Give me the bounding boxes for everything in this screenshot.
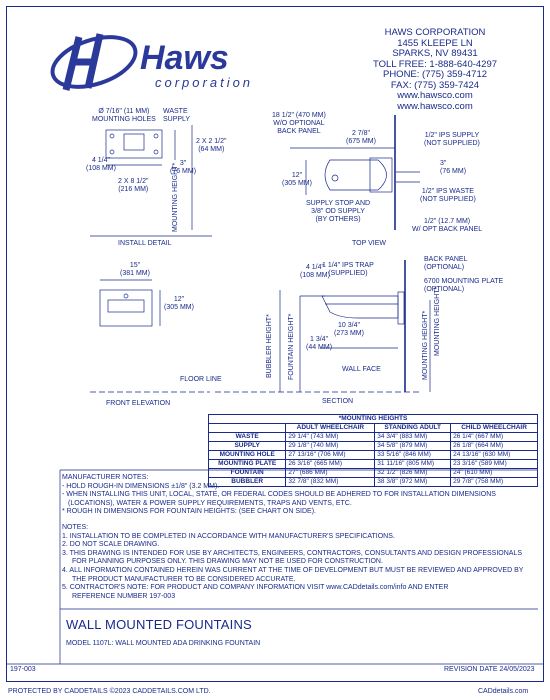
table-row-label: SUPPLY [209, 442, 286, 451]
top-dim-12: 12" (305 MM) [282, 172, 312, 187]
table-cell: 27 13/16" (706 MM) [286, 451, 375, 460]
install-dim-2x8-1-2: 2 X 8 1/2" (216 MM) [118, 178, 149, 193]
note-line: REFERENCE NUMBER 197-003 [72, 592, 176, 600]
section-title: SECTION [322, 398, 354, 405]
top-dim-3: 3" (76 MM) [440, 160, 467, 175]
footer-caddetails[interactable]: CADdetails.com [478, 688, 529, 695]
front-dim-12: 12" (305 MM) [164, 296, 194, 311]
logo-subtitle: corporation [155, 75, 254, 90]
company-web-2: www.hawsco.com [397, 100, 473, 112]
table-header: STANDING ADULT [375, 424, 451, 433]
install-dim-3: 3" (76 MM) [170, 160, 197, 175]
note-line: 2. DO NOT SCALE DRAWING. [62, 541, 160, 549]
top-ips-waste: 1/2" IPS WASTE (NOT SUPPLIED) [420, 188, 476, 203]
install-dim-2x2-1-2: 2 X 2 1/2" (64 MM) [196, 138, 227, 153]
table-cell: 29 1/8" (740 MM) [286, 442, 375, 451]
drawing-subtitle: MODEL 1107L: WALL MOUNTED ADA DRINKING FOUNTAIN [66, 640, 261, 647]
table-cell: 29 1/4" (743 MM) [286, 433, 375, 442]
front-dim-15: 15" (381 MM) [120, 262, 150, 277]
table-cell: 26 3/16" (665 MM) [286, 460, 375, 469]
section-wall-face: WALL FACE [342, 366, 381, 373]
section-back-panel: BACK PANEL (OPTIONAL) [424, 256, 468, 271]
section-dim-1-3-4: 1 3/4" (44 MM) [306, 336, 333, 351]
table-cell: 24 13/16" (630 MM) [451, 451, 538, 460]
top-dim-1-2: 1/2" (12.7 MM) W/ OPT BACK PANEL [412, 218, 483, 233]
install-waste-supply: WASTE SUPPLY [163, 108, 191, 123]
note-line: - HOLD ROUGH-IN DIMENSIONS ±1/8" (3.2 MM). [62, 482, 220, 490]
company-name: HAWS CORPORATION [384, 27, 486, 38]
table-row [209, 433, 538, 442]
table-cell: 31 11/16" (805 MM) [375, 460, 451, 469]
table-cell: 32 7/8" (832 MM) [286, 478, 375, 487]
table-cell: 24" (610 MM) [451, 469, 538, 478]
table-header [209, 424, 286, 433]
install-mounting-height: MOUNTING HEIGHT* [172, 162, 179, 232]
table-cell: 26 1/4" (667 MM) [451, 433, 538, 442]
table-title: *MOUNTING HEIGHTS [209, 415, 538, 424]
footer-copyright: PROTECTED BY CADDETAILS ©2023 CADDETAILS.COM LTD. [8, 688, 211, 695]
top-dim-2-7-8: 2 7/8" (675 MM) [346, 130, 376, 145]
revision-date: REVISION DATE 24/05/2023 [444, 666, 535, 673]
section-dim-10-3-4: 10 3/4" (273 MM) [334, 322, 364, 337]
note-line: 1. INSTALLATION TO BE COMPLETED IN ACCORDANCE WITH MANUFACTURER'S SPECIFICATIONS. [62, 532, 395, 540]
table-cell: 38 3/8" (972 MM) [375, 478, 451, 487]
logo-word: Haws [140, 39, 229, 77]
company-fax: FAX: (775) 359-7424 [390, 79, 480, 91]
drawing-reference: 197-003 [10, 666, 36, 673]
logo-mark [46, 28, 141, 96]
top-ips-supply: 1/2" IPS SUPPLY (NOT SUPPLIED) [424, 132, 480, 147]
table-cell: 32 1/2" (826 MM) [375, 469, 451, 478]
note-line: MANUFACTURER NOTES: [62, 474, 149, 481]
note-line: * ROUGH IN DIMENSIONS FOR FOUNTAIN HEIGHTS: (SEE CHART ON SIDE). [62, 508, 316, 516]
table-cell: 29 7/8" (758 MM) [451, 478, 538, 487]
section-bubbler-height: BUBBLER HEIGHT* [266, 314, 273, 378]
table-row-label: BUBBLER [209, 478, 286, 487]
table-cell: 34 5/8" (879 MM) [375, 442, 451, 451]
company-city: SPARKS, NV 89431 [392, 48, 478, 59]
section-trap: 1 1/4" IPS TRAP (SUPPLIED) [322, 262, 374, 277]
company-block [360, 28, 510, 112]
floor-line-label: FLOOR LINE [180, 376, 222, 383]
note-line: FOR PLANNING PURPOSES ONLY. THIS DRAWING MAY NOT BE USED FOR CONSTRUCTION. [72, 558, 383, 566]
table-row-label: FOUNTAIN [209, 469, 286, 478]
section-mounting-height-2: MOUNTING HEIGHT* [434, 286, 441, 356]
note-line: 3. THIS DRAWING IS INTENDED FOR USE BY ARCHITECTS, ENGINEERS, CONTRACTORS, CONSULTANTS AND DESIGN PROFESSIONALS [62, 549, 522, 557]
table-row [209, 451, 538, 460]
table-cell: 27" (686 MM) [286, 469, 375, 478]
table-cell: 33 5/16" (846 MM) [375, 451, 451, 460]
company-street: 1455 KLEEPE LN [397, 37, 473, 49]
top-dim-18-1-2: 18 1/2" (470 MM) W/O OPTIONAL BACK PANEL [272, 112, 326, 135]
table-cell: 23 3/16" (589 MM) [451, 460, 538, 469]
table-row-label: WASTE [209, 433, 286, 442]
table-row [209, 442, 538, 451]
company-web: www.hawsco.com [397, 90, 473, 101]
company-phone: PHONE: (775) 359-4712 [382, 69, 488, 80]
table-header: CHILD WHEELCHAIR [451, 424, 538, 433]
table-cell: 34 3/4" (883 MM) [375, 433, 451, 442]
note-line: NOTES: [62, 524, 89, 531]
general-notes [62, 524, 523, 601]
note-line: (LOCATIONS), WATER & POWER SUPPLY REQUIREMENTS, TRAPS AND VENTS, ETC. [68, 499, 352, 507]
note-line: 5. CONTRACTOR'S NOTE: FOR PRODUCT AND COMPANY INFORMATION VISIT www.CADdetails.com/info AND ENTER [62, 584, 449, 592]
table-header: ADULT WHEELCHAIR [286, 424, 375, 433]
section-dim-4-1-4: 4 1/4" (108 MM) [300, 264, 330, 279]
note-line: THE PRODUCT MANUFACTURER TO BE CONSIDERED ACCURATE. [72, 575, 296, 583]
install-mounting-holes: Ø 7/16" (11 MM) MOUNTING HOLES [92, 108, 156, 123]
table-row-label: MOUNTING HOLE [209, 451, 286, 460]
install-detail-title: INSTALL DETAIL [118, 240, 172, 247]
company-tollfree: TOLL FREE: 1-888-640-4297 [372, 58, 498, 70]
manufacturer-notes [62, 474, 496, 517]
top-supply-stop: SUPPLY STOP AND 3/8" OD SUPPLY (BY OTHERS) [306, 200, 371, 223]
front-elevation-title: FRONT ELEVATION [106, 400, 171, 407]
note-line: 4. ALL INFORMATION CONTAINED HEREIN WAS CURRENT AT THE TIME OF DEVELOPMENT BUT MUST BE REVIEWED AND APPROVED BY [62, 566, 524, 574]
note-line: - WHEN INSTALLING THIS UNIT, LOCAL, STATE, OR FEDERAL CODES SHOULD BE ADHERED TO FOR INSTALLATION DIMENSIONS [62, 491, 496, 499]
install-dim-4-1-4: 4 1/4" (108 MM) [86, 157, 116, 172]
table-row [209, 460, 538, 469]
top-view-title: TOP VIEW [352, 240, 386, 247]
table-row-label: MOUNTING PLATE [209, 460, 286, 469]
table-cell: 26 1/8" (664 MM) [451, 442, 538, 451]
drawing-title: WALL MOUNTED FOUNTAINS [66, 617, 252, 632]
section-fountain-height: FOUNTAIN HEIGHT* [288, 313, 295, 380]
section-mounting-height: MOUNTING HEIGHT* [422, 310, 429, 380]
section-mounting-plate: 6700 MOUNTING PLATE (OPTIONAL) [424, 278, 504, 293]
